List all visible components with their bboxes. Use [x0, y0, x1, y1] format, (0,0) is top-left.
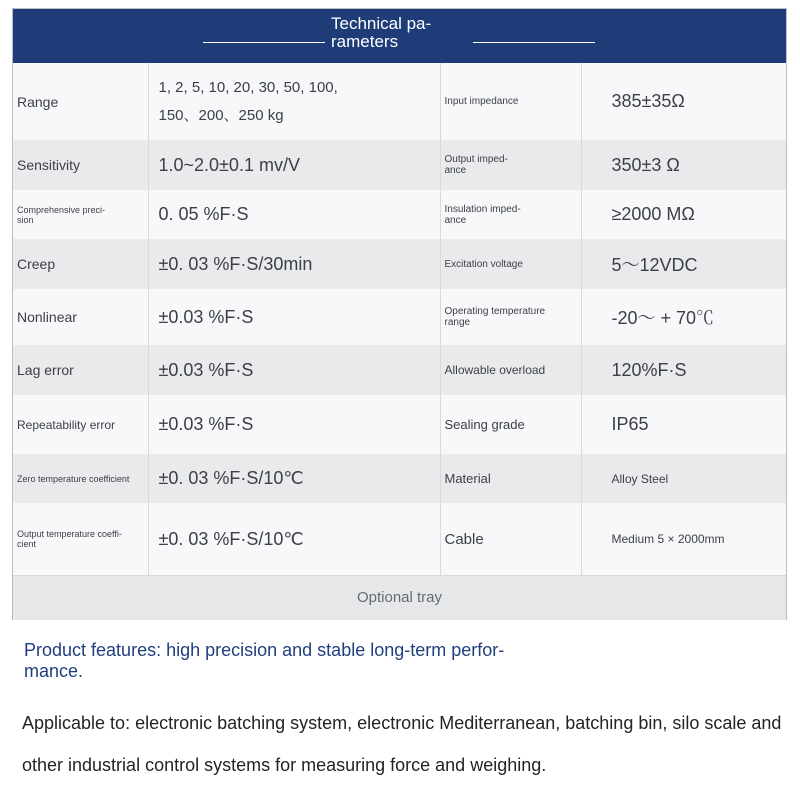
param-label: Zero temperature coefficient — [13, 454, 148, 503]
parameters-header — [13, 9, 786, 63]
param-value-2: 350±3 Ω — [611, 154, 680, 175]
optional-tray-label: Optional tray — [13, 575, 786, 620]
param-value-2: ≥2000 MΩ — [611, 204, 695, 224]
table-row — [13, 345, 786, 395]
header-rule-right — [473, 42, 595, 43]
param-value-2: Alloy Steel — [611, 471, 669, 486]
header-title: Technical pa- rameters — [331, 14, 432, 51]
param-label-2: Sealing grade — [440, 395, 581, 454]
parameters-panel — [12, 8, 787, 620]
param-value: ±0. 03 %F·S/10℃ — [148, 454, 440, 503]
param-label: Range — [13, 63, 148, 140]
param-label-2: Material — [440, 454, 581, 503]
param-value: ±0. 03 %F·S/10℃ — [148, 503, 440, 575]
param-label: Comprehensive preci- sion — [13, 190, 148, 239]
param-label: Repeatability error — [13, 395, 148, 454]
param-value-2: -20～ + 70℃ — [611, 308, 715, 328]
param-value: 0. 05 %F·S — [148, 190, 440, 239]
param-value: ±0. 03 %F·S/30min — [148, 239, 440, 289]
param-value: ±0.03 %F·S — [148, 289, 440, 345]
parameters-table — [13, 63, 786, 575]
param-label-2: Cable — [440, 503, 581, 575]
param-label-2: Allowable overload — [440, 345, 581, 395]
applicable-text: Applicable to: electronic batching system, electronic Mediterranean, batching bin, silo scale and other industrial control systems for measuring force and weighing. — [22, 713, 782, 775]
param-value: 1.0~2.0±0.1 mv/V — [148, 140, 440, 190]
param-value-2: 120%F·S — [611, 359, 687, 380]
param-value: ±0.03 %F·S — [148, 345, 440, 395]
param-label: Nonlinear — [13, 289, 148, 345]
param-value: 1, 2, 5, 10, 20, 30, 50, 100, 150、200、250 kg — [148, 63, 440, 140]
header-rule-left — [203, 42, 325, 43]
table-row — [13, 63, 786, 140]
param-value: ±0.03 %F·S — [148, 395, 440, 454]
param-label: Lag error — [13, 345, 148, 395]
param-value-2: 385±35Ω — [611, 91, 685, 111]
param-label-2: Output imped- ance — [440, 140, 581, 190]
table-row — [13, 289, 786, 345]
table-row — [13, 503, 786, 575]
product-features-text: Product features: high precision and stable long-term perfor- mance. — [24, 640, 505, 681]
table-row — [13, 239, 786, 289]
param-label-2: Insulation imped- ance — [440, 190, 581, 239]
table-row — [13, 140, 786, 190]
param-label-2: Operating temperature range — [440, 289, 581, 345]
param-value-2: 5～12VDC — [611, 255, 698, 275]
param-label: Sensitivity — [13, 140, 148, 190]
param-label-2: Excitation voltage — [440, 239, 581, 289]
param-label: Output temperature coeffi- cient — [13, 503, 148, 575]
param-value-2: Medium 5 × 2000mm — [611, 532, 725, 546]
param-value-2: IP65 — [611, 414, 649, 434]
param-label-2: Input impedance — [440, 63, 581, 140]
table-row — [13, 190, 786, 239]
table-row — [13, 454, 786, 503]
table-row — [13, 395, 786, 454]
param-label: Creep — [13, 239, 148, 289]
